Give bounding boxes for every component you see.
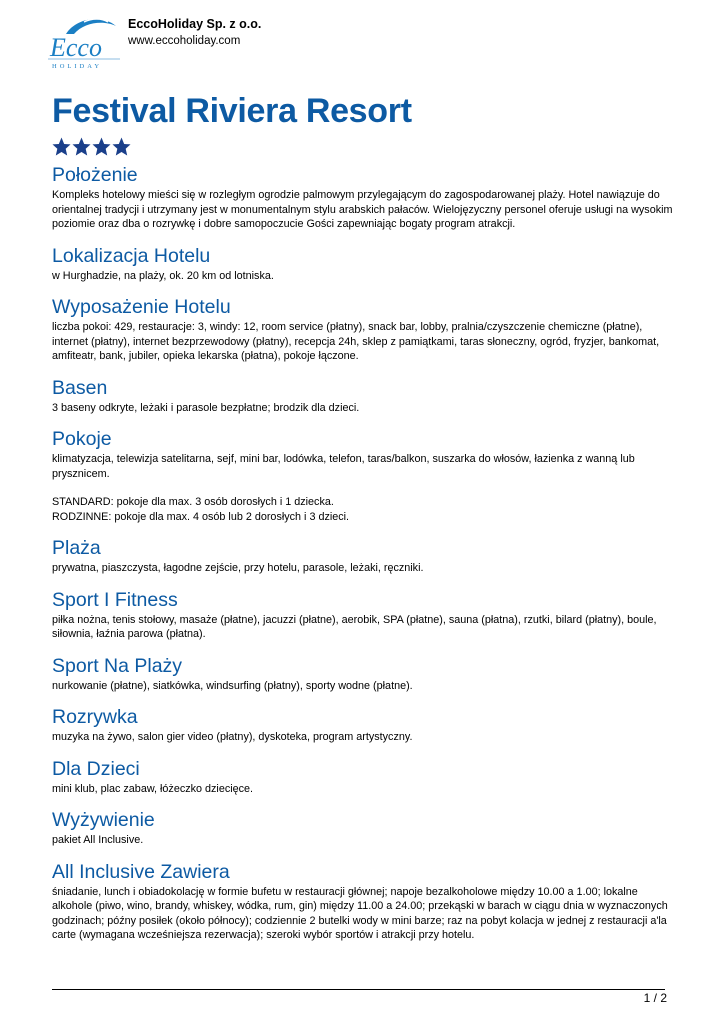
footer-divider xyxy=(52,989,665,990)
section-heading: Dla Dzieci xyxy=(52,757,140,780)
section xyxy=(52,758,674,797)
company-name: EccoHoliday Sp. z o.o. xyxy=(128,17,262,31)
section-heading: Rozrywka xyxy=(52,706,138,728)
company-url[interactable]: www.eccoholiday.com xyxy=(128,35,241,47)
section-text: liczba pokoi: 429, restauracje: 3, windy: 12, room service (płatny), snack bar, lobby, pralnia/czyszczenie chemiczne (płatne), internet (płatny), internet bezprzewodowy (płatny), recepcja 24h, sklep z pamiątkami, taras słoneczny, ogród, fryzjer, bankomat, amfiteatr, bank, jubiler, opieka lekarska (płatna), pokoje łączone. xyxy=(52,321,660,362)
section-text: śniadanie, lunch i obiadokolację w formie bufetu w restauracji głównej; napoje bezalkoholowe między 10.00 a 1.00; lokalne alkohole (piwo, wino, brandy, whiskey, wódka, rum, gin) między 11.00 a 24.00; przekąski w barach w ciągu dnia w wyznaczonych godzinach; późny posiłek (około północy); codziennie 2 butelki wody w mini barze; raz na pobyt kolacja w jednej z restauracji a'la carte (wymagana wcześniejsza rezerwacja); szeroki wybór sportów i atrakcji przy hotelu. xyxy=(52,885,668,941)
section-text: piłka nożna, tenis stołowy, masaże (płatne), jacuzzi (płatne), aerobik, SPA (płatne), sauna (płatna), rzutki, bilard (płatny), boule, siłownia, łaźnia parowa (płatna). xyxy=(52,613,657,640)
section-heading: Pokoje xyxy=(52,428,112,450)
section xyxy=(52,296,674,364)
section-heading: Sport I Fitness xyxy=(52,588,178,611)
section-text: muzyka na żywo, salon gier video (płatny), dyskoteka, program artystyczny. xyxy=(52,731,413,743)
svg-text:HOLIDAY: HOLIDAY xyxy=(52,63,103,70)
hotel-star-rating xyxy=(52,136,132,160)
svg-text:Ecco: Ecco xyxy=(50,33,102,62)
section xyxy=(52,655,674,694)
section-text: nurkowanie (płatne), siatkówka, windsurfing (płatny), sporty wodne (płatne). xyxy=(52,679,413,692)
star-icon xyxy=(92,136,111,158)
star-icon xyxy=(52,136,71,158)
hotel-description xyxy=(52,164,674,956)
section xyxy=(52,809,674,848)
section-heading: Basen xyxy=(52,376,108,399)
section-text: mini klub, plac zabaw, łóżeczko dziecięce. xyxy=(52,782,254,795)
section-text: pakiet All Inclusive. xyxy=(52,834,144,846)
section-heading: All Inclusive Zawiera xyxy=(52,860,230,883)
section xyxy=(52,537,674,576)
section xyxy=(52,861,674,943)
section-text: Kompleks hotelowy mieści się w rozległym ogrodzie palmowym przylegającym do zagospodarowanej plaży. Hotel nawiązuje do orientalnej tradycji i utrzymany jest w monumentalnym stylu arabskich pałaców. Wielojęzyczny personel oferuje usługi na wysokim poziomie oraz dba o rozrywkę i dobre samopoczucie Gości zapewniając bogaty program atrakcji. xyxy=(52,189,673,230)
section-text: klimatyzacja, telewizja satelitarna, sejf, mini bar, lodówka, telefon, taras/balkon, suszarka do włosów, łazienka z wanną lub prysznicem. xyxy=(52,453,635,480)
section xyxy=(52,706,674,745)
section xyxy=(52,164,674,232)
section-text: 3 baseny odkryte, leżaki i parasole bezpłatne; brodzik dla dzieci. xyxy=(52,401,360,414)
hotel-name: Festival Riviera Resort xyxy=(52,92,412,130)
section-heading: Wyżywienie xyxy=(52,809,155,831)
section-text: prywatna, piaszczysta, łagodne zejście, przy hotelu, parasole, leżaki, ręczniki. xyxy=(52,562,424,574)
section-heading: Plaża xyxy=(52,537,101,559)
section xyxy=(52,377,674,416)
page-number: 1 / 2 xyxy=(643,991,667,1005)
section xyxy=(52,428,674,524)
section-text: STANDARD: pokoje dla max. 3 osób dorosłych i 1 dziecka. RODZINNE: pokoje dla max. 4 osób lub 2 dorosłych i 3 dzieci. xyxy=(52,496,350,523)
section-heading: Położenie xyxy=(52,164,138,186)
section-text: w Hurghadzie, na plaży, ok. 20 km od lotniska. xyxy=(52,269,274,282)
section-heading: Lokalizacja Hotelu xyxy=(52,244,211,267)
section-heading: Sport Na Plaży xyxy=(52,654,183,677)
star-icon xyxy=(72,136,91,158)
section xyxy=(52,245,674,284)
star-icon xyxy=(112,136,131,158)
page-header xyxy=(44,12,444,74)
eccoholiday-logo xyxy=(44,12,124,72)
section xyxy=(52,589,674,642)
section-heading: Wyposażenie Hotelu xyxy=(52,296,231,318)
